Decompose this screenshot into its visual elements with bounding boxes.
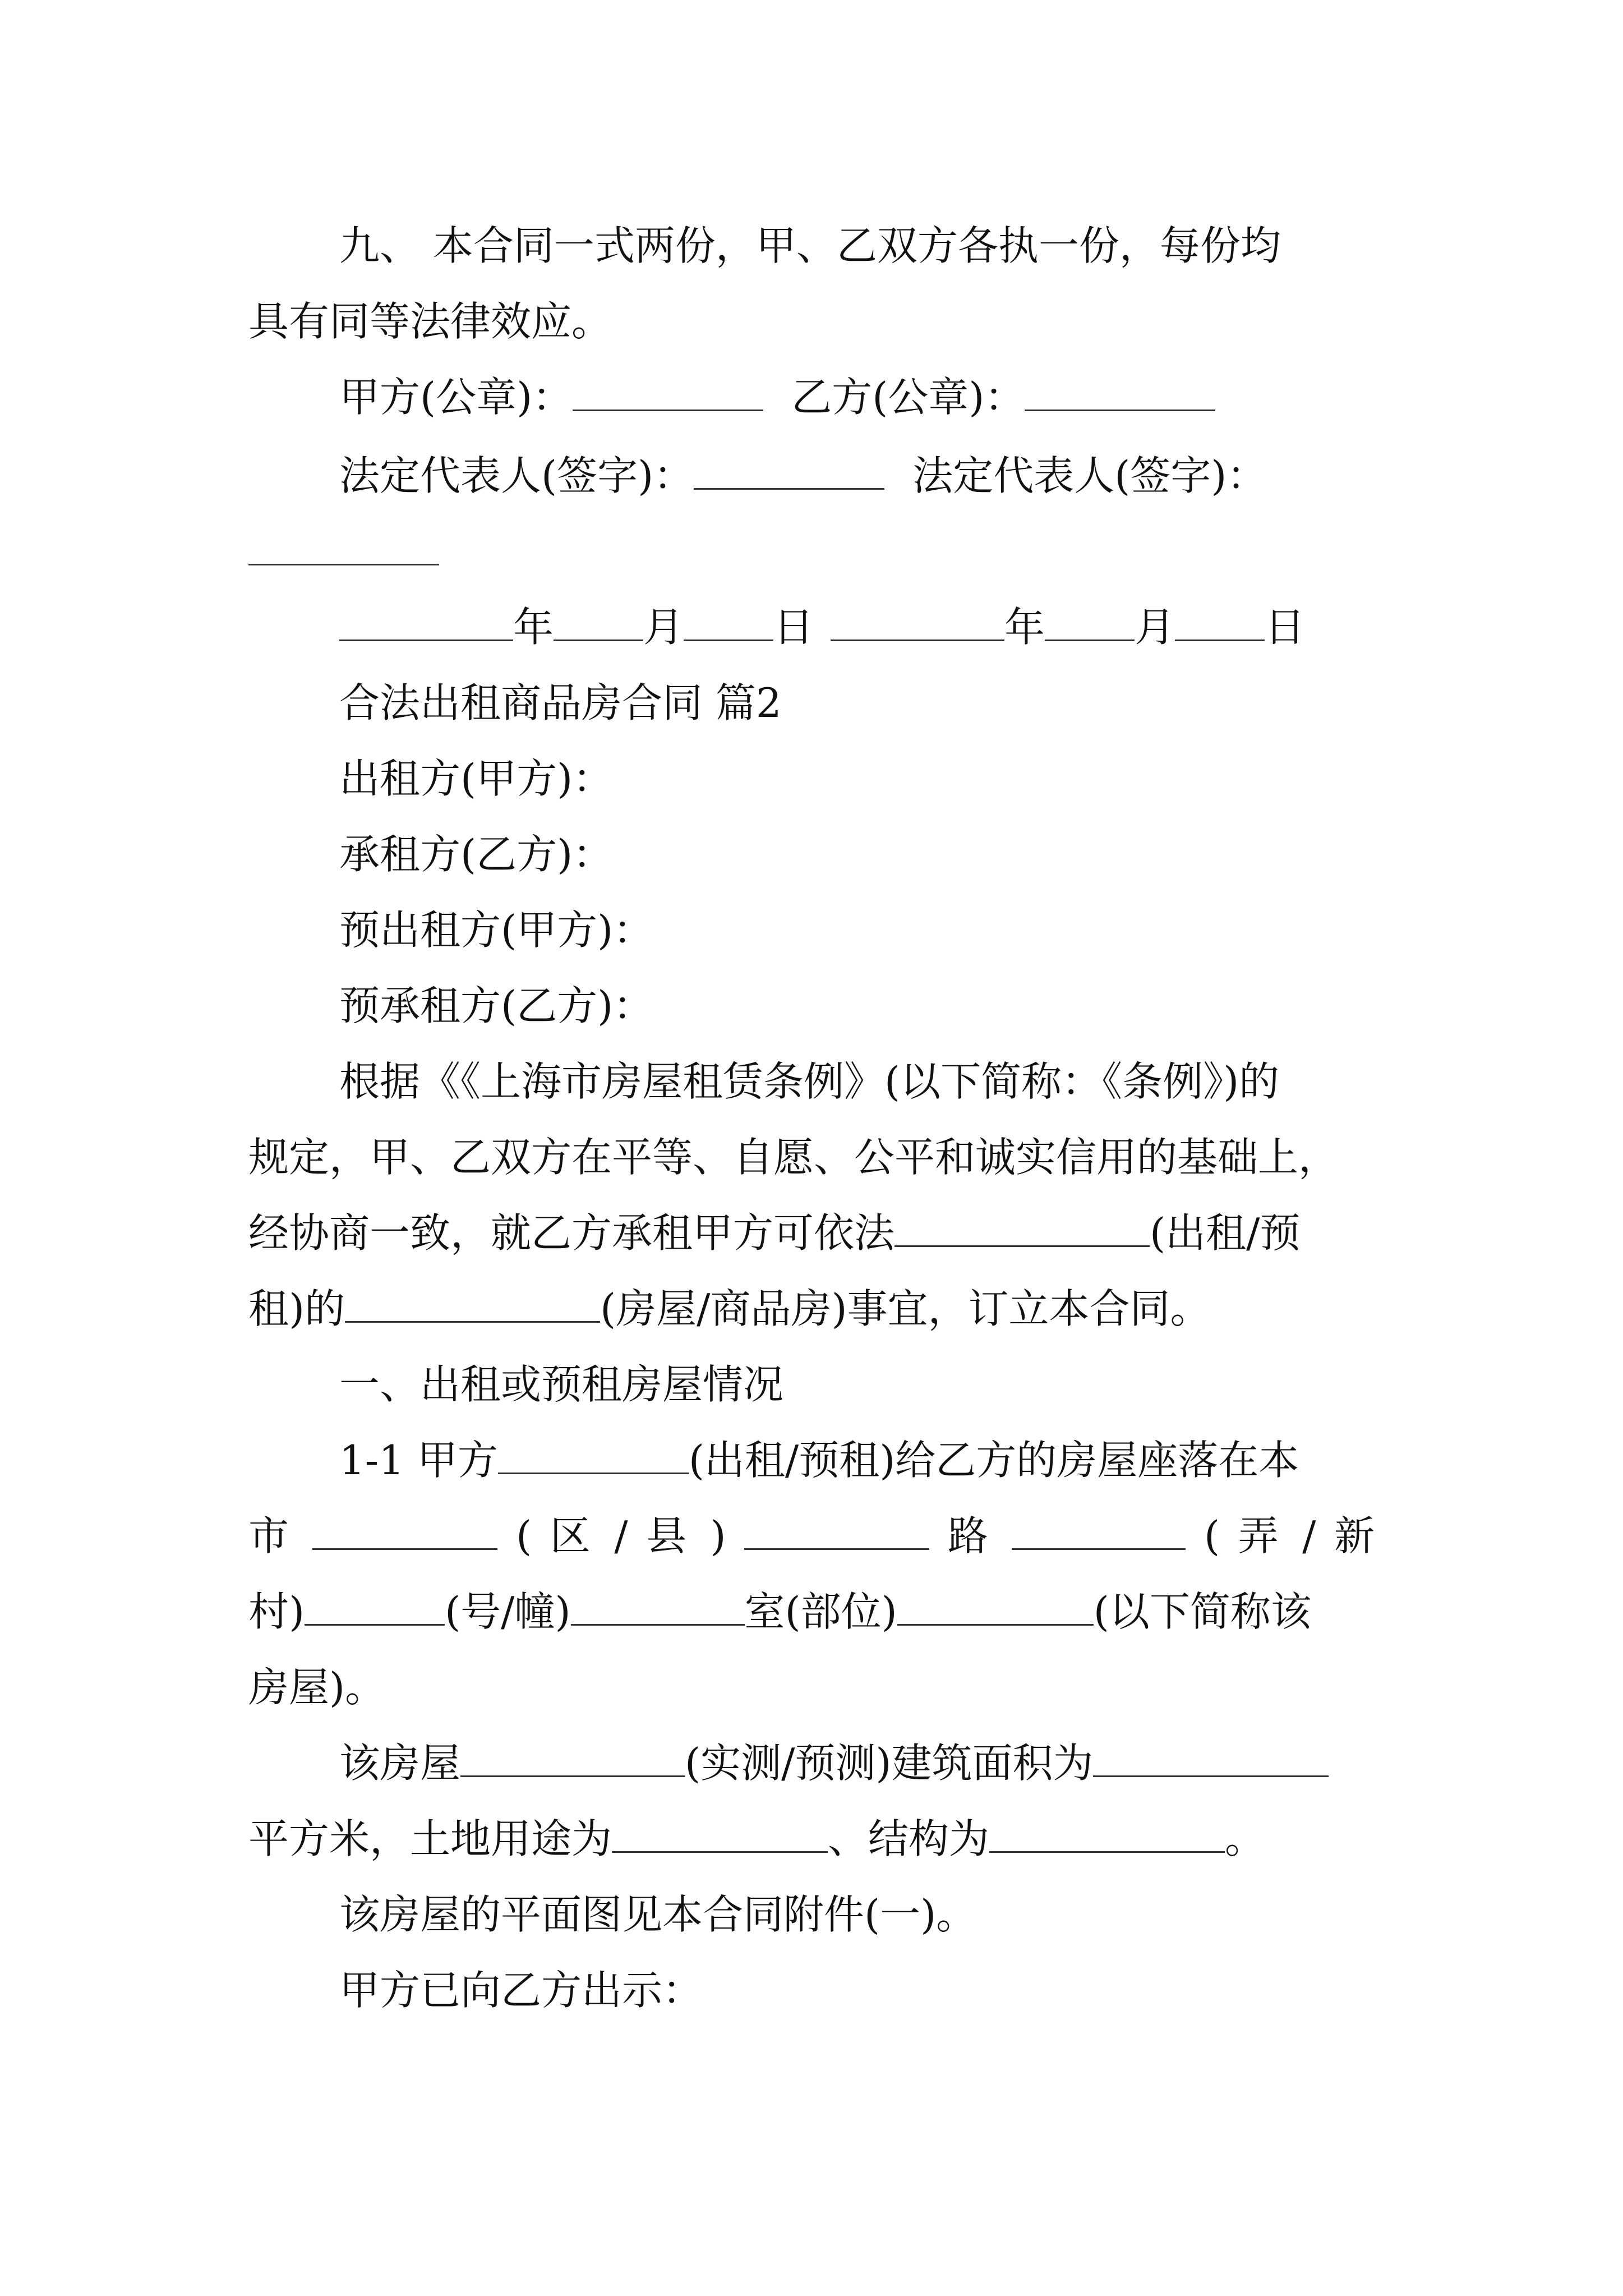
- year-b-blank: [831, 606, 1004, 641]
- property-type-blank: [345, 1287, 600, 1323]
- heading-1: 一、出租或预租房屋情况: [339, 1361, 784, 1408]
- area-blank: [1093, 1742, 1329, 1777]
- year-a-blank: [339, 606, 513, 641]
- month-a-label: 月: [643, 604, 684, 651]
- village-label: 村): [248, 1588, 305, 1635]
- section-title: 合法出租商品房合同 篇2: [339, 679, 782, 726]
- room-label: 室(部位): [744, 1588, 897, 1635]
- day-b-blank: [1175, 606, 1265, 641]
- area-text: (实测/预测)建筑面积为: [685, 1740, 1094, 1787]
- rep-a-blank: [694, 454, 884, 490]
- area-line-2: [248, 1812, 1375, 1866]
- basis-line-3-text: 经协商一致，就乙方承租甲方可依法: [248, 1209, 895, 1257]
- basis-line-1: 根据《《上海市房屋租赁条例》(以下简称：《条例》)的: [339, 1058, 1280, 1105]
- pre-lessee-label: 预承租方(乙方)：: [339, 982, 654, 1029]
- seal-line: [339, 370, 1375, 424]
- rep-a-label: 法定代表人(签字)：: [339, 452, 694, 499]
- party-a-seal-blank: [573, 376, 763, 411]
- district-blank: [312, 1515, 497, 1550]
- lease-type-blank: [895, 1212, 1150, 1247]
- clause-1-1-line-3: [248, 1585, 1375, 1639]
- rep-b-blank-line: [248, 524, 1375, 578]
- year-b-label: 年: [1004, 604, 1045, 651]
- basis-line-3: [248, 1206, 1375, 1260]
- day-a-label: 日: [773, 604, 814, 651]
- rep-b-blank: [248, 530, 439, 565]
- basis-line-4: [248, 1282, 1375, 1336]
- land-use-label: 平方米，土地用途为: [248, 1815, 612, 1862]
- part-blank: [897, 1590, 1094, 1626]
- structure-blank: [989, 1818, 1225, 1853]
- area-line-1: [339, 1736, 1375, 1790]
- clause-9-line-1: 九、 本合同一式两份，甲、乙双方各执一份，每份均: [339, 222, 1281, 269]
- rep-b-label: 法定代表人(签字)：: [912, 452, 1267, 499]
- day-b-label: 日: [1265, 604, 1306, 651]
- number-label: (号/幢): [445, 1588, 571, 1635]
- district-label: ( 区 / 县 ): [516, 1512, 726, 1559]
- party-b-seal-label: 乙方(公章)：: [791, 374, 1025, 421]
- representative-line: [339, 449, 1375, 503]
- number-blank: [305, 1590, 445, 1626]
- year-a-label: 年: [513, 604, 554, 651]
- structure-label: 、结构为: [828, 1815, 990, 1862]
- area-prefix: 该房屋: [339, 1740, 461, 1787]
- floor-plan-line: 该房屋的平面图见本合同附件(一)。: [339, 1891, 977, 1938]
- party-b-seal-blank: [1025, 376, 1215, 411]
- basis-line-2: 规定，甲、乙双方在平等、自愿、公平和诚实信用的基础上，: [248, 1134, 1339, 1181]
- clause-1-1-line-1: [339, 1433, 1375, 1487]
- basis-line-4-tail: (房屋/商品房)事宜，订立本合同。: [600, 1285, 1211, 1332]
- month-b-label: 月: [1135, 604, 1175, 651]
- clause-1-1-text: (出租/预租)给乙方的房屋座落在本: [688, 1437, 1299, 1484]
- basis-line-4-text: 租)的: [248, 1285, 345, 1332]
- clause-1-1-label: 1-1 甲方: [339, 1437, 498, 1484]
- date-line: [339, 600, 1375, 654]
- period: 。: [1225, 1815, 1266, 1862]
- day-a-blank: [684, 606, 773, 641]
- clause-1-1-line-2: [248, 1509, 1375, 1563]
- road-label: 路: [947, 1512, 994, 1559]
- pre-lessor-label: 预出租方(甲方)：: [339, 907, 654, 954]
- measure-type-blank: [460, 1742, 685, 1777]
- lease-mode-blank: [498, 1439, 689, 1474]
- land-use-blank: [612, 1818, 828, 1853]
- clause-1-1-line-4: 房屋)。: [248, 1664, 386, 1711]
- month-a-blank: [554, 606, 643, 641]
- clause-9-line-2: 具有同等法律效应。: [248, 298, 612, 345]
- hereinafter-label: (以下简称该: [1093, 1588, 1311, 1635]
- room-blank: [571, 1590, 745, 1626]
- basis-line-3-tail: (出租/预: [1150, 1209, 1301, 1257]
- lane-label: ( 弄 / 新: [1204, 1512, 1375, 1559]
- month-b-blank: [1045, 606, 1135, 641]
- city-label: 市: [248, 1512, 294, 1559]
- road-blank: [744, 1515, 929, 1550]
- party-a-seal-label: 甲方(公章)：: [339, 374, 573, 421]
- lessor-label: 出租方(甲方)：: [339, 755, 614, 802]
- shown-line: 甲方已向乙方出示：: [339, 1967, 703, 2014]
- lessee-label: 承租方(乙方)：: [339, 831, 614, 878]
- lane-blank: [1012, 1515, 1186, 1550]
